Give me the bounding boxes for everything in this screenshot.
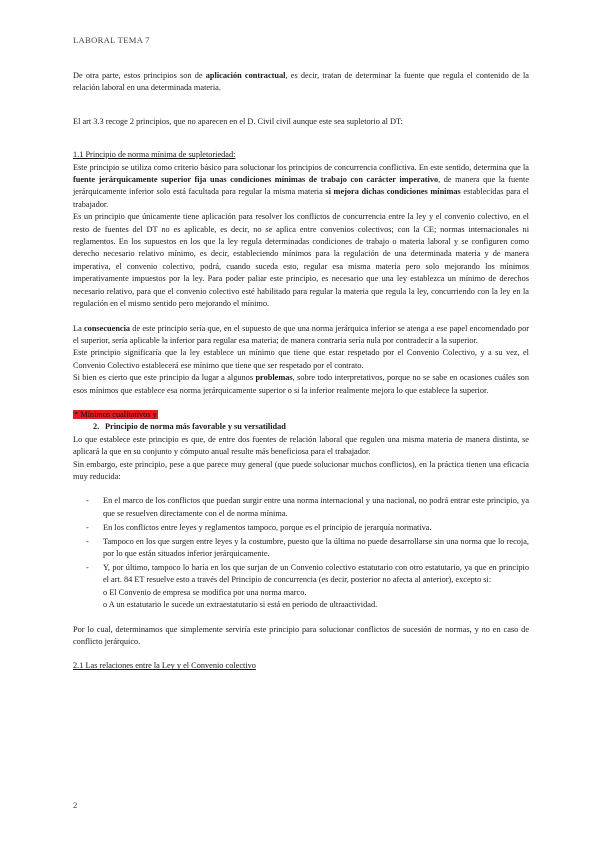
text-run: , sobre todo interpretativos, porque no se sabe en ocasiones cuáles son esos mínimos que establece esa norma jerárquicamente superior o si la inferior realmente mejora lo que establece la superior. xyxy=(73,373,529,395)
section-heading-1-1: 1.1 Principio de norma mínima de supletoriedad: xyxy=(73,150,236,160)
note-prefix: * xyxy=(74,409,81,419)
list-item-text: Tampoco en los que surgen entre leyes y la costumbre, puesto que la última no puede desarrollarse sin una norma que lo recoja, por lo que están situados inferior jerárquicamente. xyxy=(103,536,529,558)
list-item xyxy=(73,562,529,612)
section-2-conclusion: Por lo cual, determinamos que simplemente serviría este principio para solucionar conflictos de sucesión de normas, y no en caso de conflicto jerárquico. xyxy=(73,624,529,646)
section-1-1-paragraph-a xyxy=(73,162,529,212)
text-run: de este principio sería que, en el supuesto de que una norma jerárquica inferior se atenga a ese papel encomendado por el superior, sería aplicable la inferior para regular esa materia; de manera contraria sería nula por contradecir a la superior. xyxy=(73,323,529,345)
text-run: establecidas para el trabajador. xyxy=(73,187,529,209)
art-paragraph: El art 3.3 recoge 2 principios, que no aparecen en el D. Civil civil aunque este sea supletorio al DT: xyxy=(73,116,403,126)
list-item xyxy=(73,495,529,520)
section-1-1-paragraph-e xyxy=(73,372,529,397)
section-number: 2. xyxy=(93,422,100,432)
text-run: Este principio se utiliza como criterio básico para solucionar los principios de concurrencia conflictiva. En este sentido, determina que la xyxy=(73,162,529,172)
bold-term: consecuencia xyxy=(83,323,131,333)
highlighted-text xyxy=(73,410,158,419)
text-run: La xyxy=(73,323,84,333)
section-heading-2-1: 2.1 Las relaciones entre la Ley y el Convenio colectivo xyxy=(73,661,256,671)
list-item-text: Y, por último, tampoco lo haría en los que surjan de un Convenio colectivo estatutario con otro estatutario, ya que en principio el art. 84 ET resuelve esto a través del Principio de concurrencia (es decir, posterior no afecta al anterior), excepto si: xyxy=(103,562,529,585)
section-1-1-paragraph-b: Es un principio que únicamente tiene aplicación para resolver los conflictos de concurrencia entre la ley y el convenio colectivo, en el resto de fuentes del DT no es aplicable, es decir, no se aplica entre convenios colectivos; con la CE; normas internacionales ni reglamentos. En los supuestos en los que la ley regula determinadas condiciones de trabajo o materia laboral y se configuren como derecho necesario relativo mínimo, es decir, estableciendo mínimos para la regulación de una determinada materia y de manera imperativa, el convenio colectivo, podrá, cuando suceda esto, regular esa misma materia pero solo mejorando los mínimos imperativamente impuestos por la ley. Para poder paliar este principio, es necesario que una ley establezca un mínimo de derechos necesario relativo, para que el convenio colectivo esté habilitado para regular la materia que regula la ley, concurriendo con la ley en la regulación en el mismo sentido pero mejorando el mínimo. xyxy=(73,212,529,309)
limitations-list xyxy=(73,495,529,611)
section-2-paragraph-a: Lo que establece este principio es que, de entre dos fuentes de relación laboral que regulen una misma materia de manera distinta, se aplicará la que en su conjunto y cómputo anual resulte más beneficiosa para el trabajador. xyxy=(73,434,529,457)
list-item-text: En el marco de los conflictos que puedan surgir entre una norma internacional y una nacional, no podrá entrar este principio, ya que se resuelven directamente con el de norma mínima. xyxy=(103,496,529,518)
section-heading-2 xyxy=(73,421,529,433)
bold-term: aplicación contractual xyxy=(205,71,286,80)
page-header: LABORAL TEMA 7 xyxy=(73,35,150,45)
section-1-1-paragraph-d: Este principio significaría que la ley establece un mínimo que tiene que estar respetado por el Convenio Colectivo, y a su vez, el Convenio Colectivo establecerá ese mínimo que tiene que ser respetado por el contrato. xyxy=(73,348,529,370)
section-2-paragraph-b: Sin embargo, este principio, pese a que parece muy general (que puede solucionar muchos conflictos), en la práctica tienen una eficacia muy reducida: xyxy=(73,459,529,481)
sub-item: o El Convenio de empresa se modifica por una norma marco. xyxy=(103,587,307,597)
dash-bullet: - xyxy=(86,562,89,572)
dash-bullet: - xyxy=(86,496,89,506)
text-run: , de manera que la fuente jerárquicamente inferior solo está facultada para regular la misma materia xyxy=(73,175,529,197)
text-run: De otra parte, estos principios son de xyxy=(73,71,206,80)
text-run: Si bien es cierto que este principio da lugar a algunos xyxy=(73,373,256,383)
list-item xyxy=(73,522,529,534)
page-number: 2 xyxy=(73,800,78,810)
sub-item: o A un estatutario le sucede un extraestatutario si está en periodo de ultraactividad. xyxy=(103,600,378,610)
note-text: Mínimos cualitativos y xyxy=(80,409,157,419)
dash-bullet: - xyxy=(86,536,89,546)
bold-term: si mejora dichas condiciones mínimas xyxy=(325,187,461,197)
section-1-1-paragraph-c xyxy=(73,323,529,348)
text-run: , es decir, tratan de determinar la fuente que regula el contenido de la relación laboral en una determinada materia. xyxy=(73,71,529,93)
intro-paragraph xyxy=(73,70,529,95)
highlight-note xyxy=(73,409,529,421)
section-title: Principio de norma más favorable y su versatilidad xyxy=(105,422,286,432)
bold-term: problemas xyxy=(255,373,293,383)
bold-term: fuente jerárquicamente superior fija unas condiciones mínimas de trabajo con carácter imperativo xyxy=(73,175,439,185)
dash-bullet: - xyxy=(86,522,89,532)
list-item-text: En los conflictos entre leyes y reglamentos tampoco, porque es el principio de jerarquía normativa. xyxy=(103,522,432,532)
list-item xyxy=(73,536,529,561)
document-body xyxy=(73,70,529,673)
